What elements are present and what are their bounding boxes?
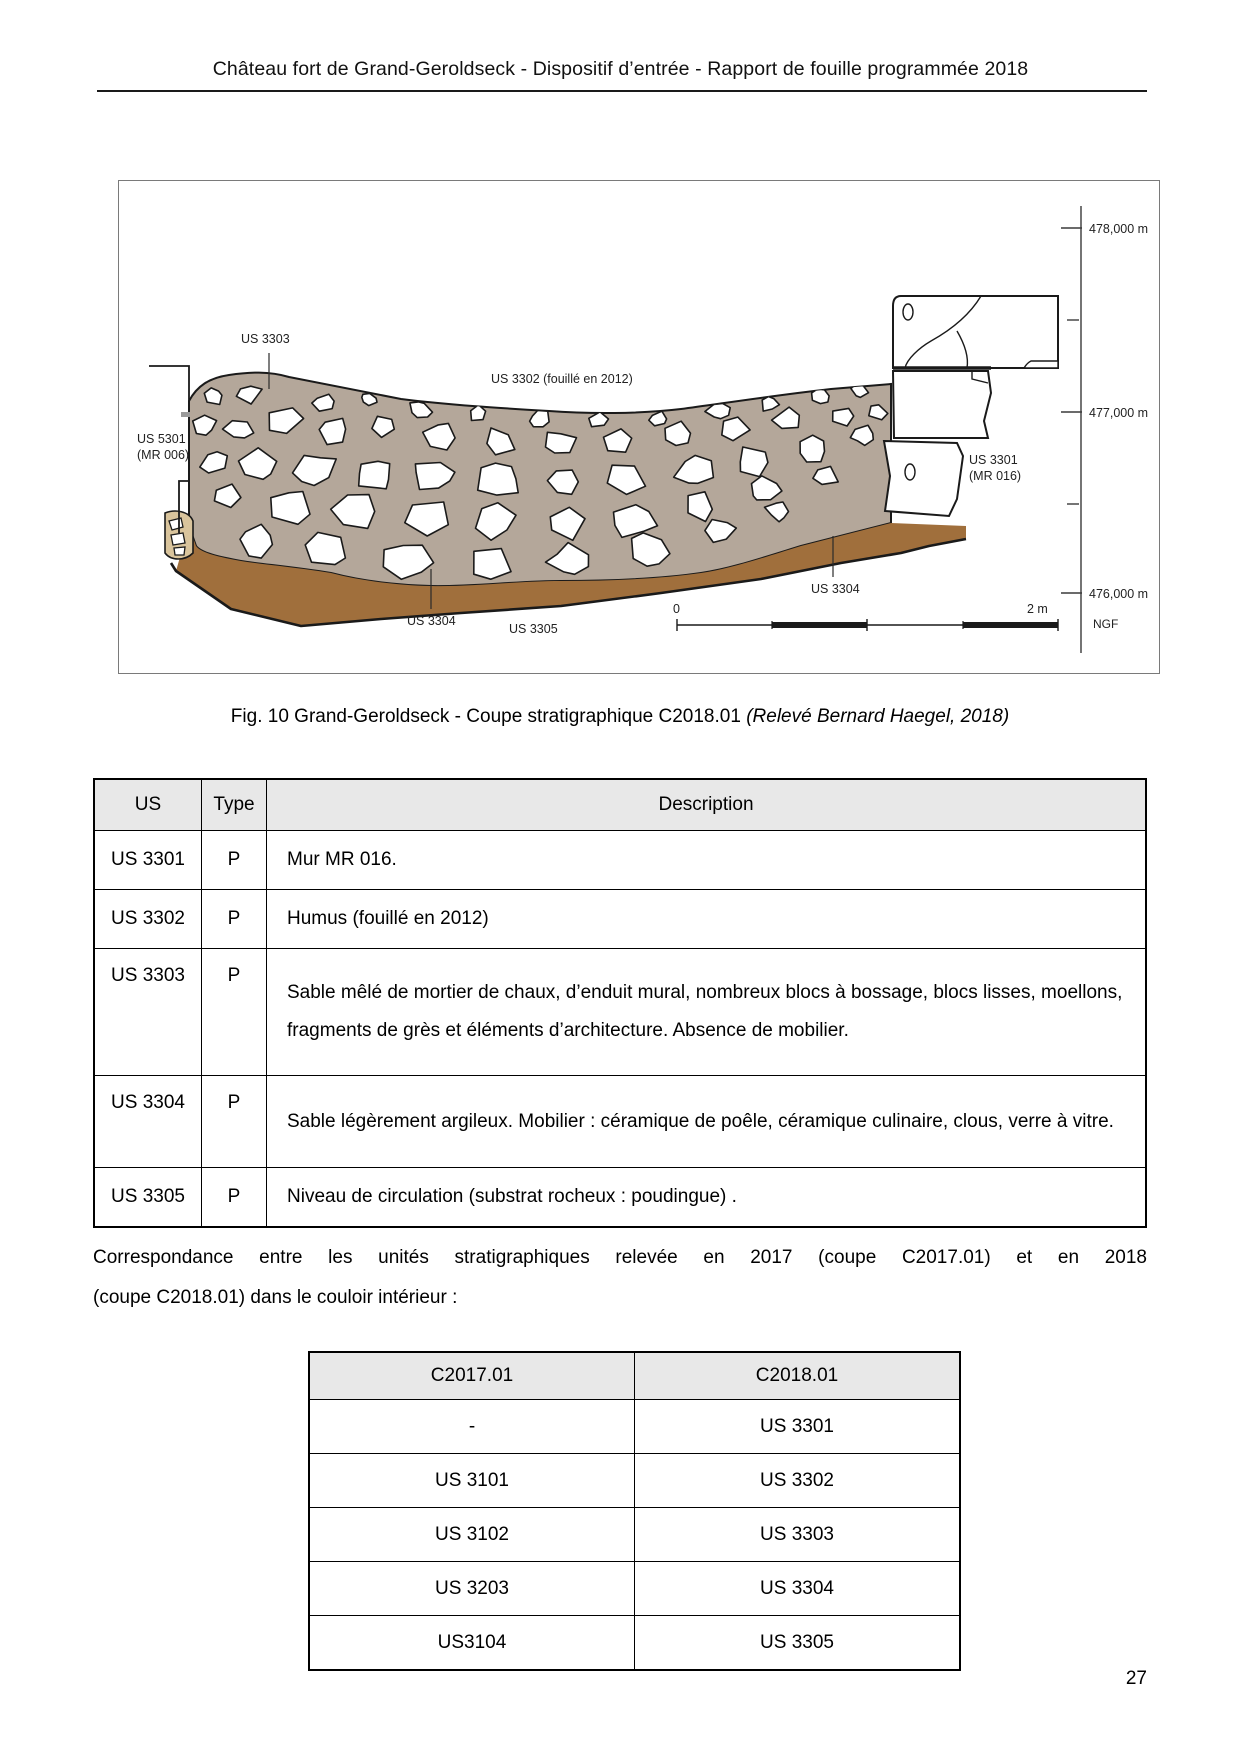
cell-us: US 3305 — [94, 1168, 202, 1228]
label-us3303: US 3303 — [241, 332, 290, 346]
label-us3302: US 3302 (fouillé en 2012) — [491, 372, 633, 386]
cell-c2018: US 3302 — [635, 1454, 961, 1508]
scale-zero-label: 0 — [673, 602, 680, 616]
paragraph-line2: (coupe C2018.01) dans le couloir intérieur : — [93, 1287, 458, 1308]
table-header-row — [94, 779, 1146, 831]
stratigraphic-section-figure — [118, 180, 1160, 674]
section-drawing — [119, 181, 1159, 673]
label-us3305: US 3305 — [509, 622, 558, 636]
table-header-row — [309, 1352, 960, 1400]
table-row — [309, 1508, 960, 1562]
table-row — [309, 1400, 960, 1454]
cell-us: US 3303 — [94, 949, 202, 1076]
cell-type: P — [202, 1076, 267, 1168]
cell-c2018: US 3304 — [635, 1562, 961, 1616]
running-header: Château fort de Grand-Geroldseck - Dispositif d’entrée - Rapport de fouille programmée 2018 — [212, 58, 1029, 80]
correspondence-table — [308, 1351, 961, 1671]
cell-description: Sable légèrement argileux. Mobilier : céramique de poêle, céramique culinaire, clous, verre à vitre. — [267, 1076, 1147, 1168]
table-row — [309, 1616, 960, 1671]
cell-c2017: US3104 — [309, 1616, 635, 1671]
elevation-label-477: 477,000 m — [1089, 406, 1149, 420]
table-row — [94, 1168, 1146, 1228]
cell-c2017: US 3101 — [309, 1454, 635, 1508]
elevation-scale — [1061, 206, 1082, 653]
col-header-c2018: C2018.01 — [635, 1352, 961, 1400]
cell-c2018: US 3303 — [635, 1508, 961, 1562]
label-us3301-line2: (MR 016) — [969, 469, 1022, 483]
label-us5301-line1: US 5301 — [137, 432, 186, 446]
cell-us: US 3301 — [94, 831, 202, 890]
cell-type: P — [202, 1168, 267, 1228]
ngf-label: NGF — [1093, 617, 1119, 631]
cell-c2018: US 3301 — [635, 1400, 961, 1454]
paragraph-line1: Correspondance entre les unités stratigraphiques relevée en 2017 (coupe C2017.01) et en 2018 — [93, 1247, 1147, 1268]
cell-us: US 3302 — [94, 890, 202, 949]
figure-caption — [93, 706, 1147, 728]
label-us3304-right: US 3304 — [811, 582, 860, 596]
col-header-us: US — [94, 779, 202, 831]
table-row — [94, 890, 1146, 949]
page-number: 27 — [1125, 1668, 1147, 1689]
cell-c2017: US 3203 — [309, 1562, 635, 1616]
table-row — [309, 1454, 960, 1508]
cell-c2017: US 3102 — [309, 1508, 635, 1562]
table-row — [309, 1562, 960, 1616]
elevation-label-478: 478,000 m — [1089, 222, 1149, 236]
col-header-c2017: C2017.01 — [309, 1352, 635, 1400]
figure-caption-main: Fig. 10 Grand-Geroldseck - Coupe stratigraphique C2018.01 — [230, 706, 747, 727]
label-us5301-line2: (MR 006) — [137, 448, 190, 462]
correspondence-paragraph — [93, 1238, 1147, 1318]
cell-type: P — [202, 949, 267, 1076]
table-row — [94, 949, 1146, 1076]
elevation-label-476: 476,000 m — [1089, 587, 1149, 601]
header-rule — [97, 90, 1147, 92]
us-description-table — [93, 778, 1147, 1228]
cell-description: Mur MR 016. — [267, 831, 1147, 890]
table-row — [94, 831, 1146, 890]
figure-caption-credit: (Relevé Bernard Haegel, 2018) — [746, 706, 1010, 727]
cell-description: Niveau de circulation (substrat rocheux : poudingue) . — [267, 1168, 1147, 1228]
scale-two-label: 2 m — [1027, 602, 1048, 616]
cell-c2017: - — [309, 1400, 635, 1454]
cell-type: P — [202, 831, 267, 890]
wall-tick — [181, 412, 190, 417]
cell-description: Humus (fouillé en 2012) — [267, 890, 1147, 949]
col-header-type: Type — [202, 779, 267, 831]
label-us3304-left: US 3304 — [407, 614, 456, 628]
wall-mr016-blocks — [884, 296, 1058, 516]
col-header-description: Description — [267, 779, 1147, 831]
cell-us: US 3304 — [94, 1076, 202, 1168]
cell-c2018: US 3305 — [635, 1616, 961, 1671]
table-row — [94, 1076, 1146, 1168]
cell-description: Sable mêlé de mortier de chaux, d’enduit mural, nombreux blocs à bossage, blocs lisses, moellons, fragments de grès et éléments d’architecture. Absence de mobilier. — [267, 949, 1147, 1076]
cell-type: P — [202, 890, 267, 949]
label-us3301-line1: US 3301 — [969, 453, 1018, 467]
scale-bar — [677, 619, 1058, 631]
